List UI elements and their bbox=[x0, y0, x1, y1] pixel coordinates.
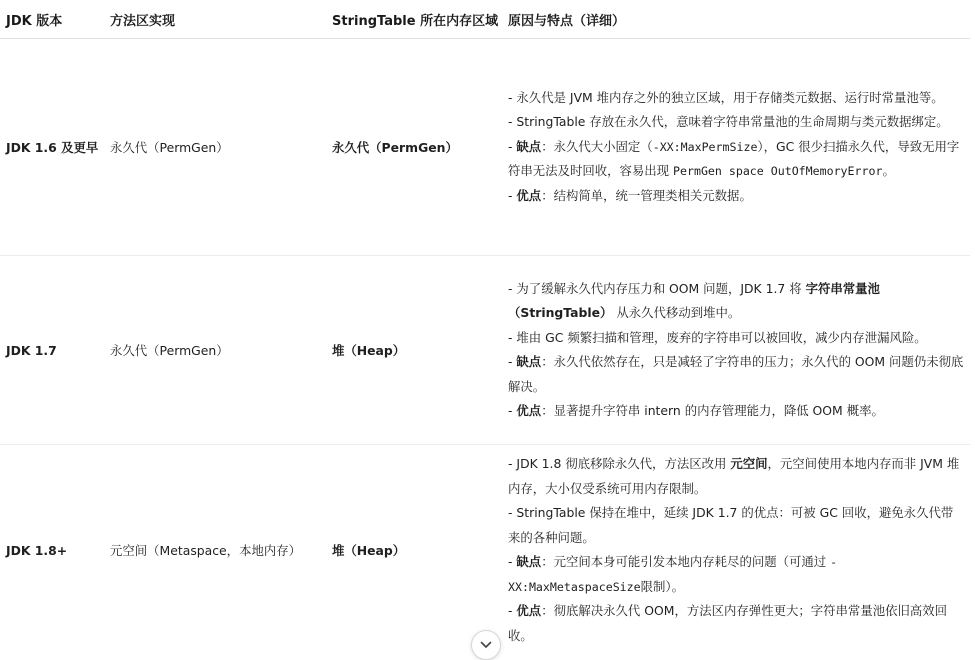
table-row bbox=[0, 39, 970, 256]
header-reasons: 原因与特点（详细） bbox=[502, 0, 970, 39]
cell-method-area: 永久代（PermGen） bbox=[104, 39, 326, 256]
reason-bold: 元空间 bbox=[730, 456, 768, 471]
reason-text: 从永久代移动到堆中。 bbox=[612, 305, 741, 320]
cell-stringtable-region: 堆（Heap） bbox=[326, 256, 502, 445]
reason-line: - StringTable 保持在堆中，延续 JDK 1.7 的优点：可被 GC 回收，避免永久代带来的各种问题。 bbox=[508, 505, 954, 545]
table-header bbox=[0, 0, 970, 39]
reason-text: - 为了缓解永久代内存压力和 OOM 问题，JDK 1.7 将 bbox=[508, 280, 806, 296]
reason-text: ，元空间使用本地内存而非 JVM 堆内存，大小仅受系统可用内存限制。 bbox=[508, 456, 960, 496]
chevron-down-icon bbox=[480, 641, 492, 649]
reasons-text bbox=[508, 277, 970, 424]
header-version: JDK 版本 bbox=[0, 0, 104, 39]
reason-bold: 字符串常量池（StringTable） bbox=[508, 280, 880, 320]
code-maxpermsize: -XX:MaxPermSize bbox=[652, 139, 758, 154]
bullet-dash: - bbox=[508, 354, 517, 369]
code-maxmetaspacesize: -XX:MaxMetaspaceSize bbox=[508, 555, 838, 594]
cell-reasons bbox=[502, 445, 970, 656]
reason-advantage bbox=[508, 399, 964, 424]
reason-line bbox=[508, 452, 964, 501]
bullet-dash: - bbox=[508, 554, 517, 569]
advantage-text: ：显著提升字符串 intern 的内存管理能力，降低 OOM 概率。 bbox=[541, 403, 884, 418]
cell-stringtable-region: 永久代（PermGen） bbox=[326, 39, 502, 256]
cell-reasons bbox=[502, 256, 970, 445]
drawback-text: ：元空间本身可能引发本地内存耗尽的问题（可通过 bbox=[541, 554, 831, 569]
cell-version: JDK 1.7 bbox=[0, 256, 104, 445]
reason-drawback bbox=[508, 550, 964, 599]
drawback-text: 限制）。 bbox=[640, 578, 684, 594]
reason-line: - 堆由 GC 频繁扫描和管理，废弃的字符串可以被回收，减少内存泄漏风险。 bbox=[508, 329, 927, 345]
reason-text: - JDK 1.8 彻底移除永久代，方法区改用 bbox=[508, 456, 731, 471]
drawback-text: 。 bbox=[882, 163, 895, 179]
bullet-dash: - bbox=[508, 403, 517, 418]
advantage-label: 优点 bbox=[516, 603, 542, 618]
advantage-label: 优点 bbox=[516, 403, 542, 418]
reason-advantage bbox=[508, 599, 964, 648]
drawback-label: 缺点 bbox=[516, 138, 542, 154]
reasons-text bbox=[508, 86, 970, 209]
cell-method-area: 永久代（PermGen） bbox=[104, 256, 326, 445]
table-row bbox=[0, 256, 970, 445]
header-stringtable-region: StringTable 所在内存区域 bbox=[326, 0, 502, 39]
reason-line: - StringTable 存放在永久代，意味着字符串常量池的生命周期与类元数据绑定。 bbox=[508, 114, 949, 130]
drawback-text: ：永久代依然存在，只是减轻了字符串的压力；永久代的 OOM 问题仍未彻底解决。 bbox=[508, 354, 964, 394]
drawback-text: ），GC 很少扫描永久代，导致无用字符串无法及时回收，容易出现 bbox=[508, 138, 960, 179]
reason-line: - 永久代是 JVM 堆内存之外的独立区域，用于存储类元数据、运行时常量池等。 bbox=[508, 89, 944, 105]
code-permgen-oom: PermGen space OutOfMemoryError bbox=[673, 164, 883, 179]
cell-stringtable-region: 堆（Heap） bbox=[332, 543, 406, 558]
header-method-area: 方法区实现 bbox=[104, 0, 326, 39]
advantage-label: 优点 bbox=[516, 187, 542, 203]
reasons-text bbox=[508, 452, 970, 648]
advantage-text: ：结构简单，统一管理类相关元数据。 bbox=[541, 187, 752, 203]
reason-line bbox=[508, 277, 964, 326]
drawback-label: 缺点 bbox=[516, 354, 542, 369]
reason-drawback bbox=[508, 350, 964, 399]
drawback-text: ：永久代大小固定（ bbox=[541, 138, 653, 154]
reason-advantage bbox=[508, 184, 964, 209]
advantage-text: ：彻底解决永久代 OOM，方法区内存弹性更大；字符串常量池依旧高效回收。 bbox=[508, 603, 948, 643]
reason-drawback bbox=[508, 135, 964, 184]
cell-reasons bbox=[502, 39, 970, 256]
cell-version: JDK 1.8+ bbox=[6, 542, 68, 558]
bullet-dash: - bbox=[508, 138, 517, 154]
bullet-dash: - bbox=[508, 187, 517, 203]
cell-method-area: 元空间（Metaspace，本地内存） bbox=[110, 543, 302, 558]
bullet-dash: - bbox=[508, 603, 517, 618]
drawback-label: 缺点 bbox=[516, 554, 542, 569]
table-header-row bbox=[0, 0, 970, 39]
table-row bbox=[0, 445, 970, 656]
cell-version: JDK 1.6 及更早 bbox=[0, 39, 104, 256]
